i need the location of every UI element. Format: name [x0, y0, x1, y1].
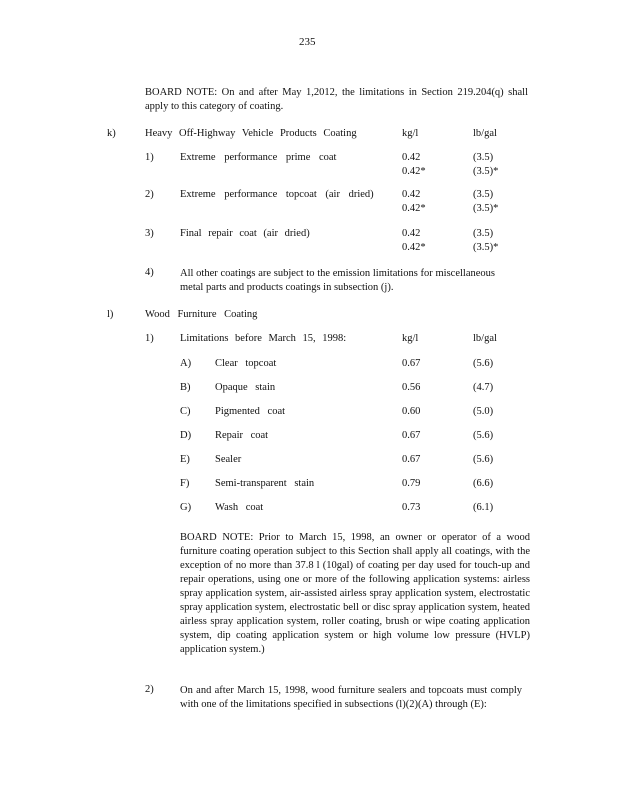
value-kg: 0.42* [402, 242, 426, 253]
row-lb: (5.0) [473, 406, 494, 417]
row-letter: D) [180, 430, 192, 441]
row-name: Sealer [215, 454, 242, 465]
section-k-title: Heavy Off-Highway Vehicle Products Coating [145, 128, 357, 139]
item-text: All other coatings are subject to the emission limitations for miscellaneous metal parts and products coatings in subsection (j). [180, 268, 495, 293]
section-l-label: l) [107, 309, 114, 320]
section-l-title: Wood Furniture Coating [145, 309, 258, 320]
item-number: 1) [145, 152, 154, 163]
row-lb: (6.6) [473, 478, 494, 489]
row-kg: 0.79 [402, 478, 421, 489]
value-lb: (3.5) [473, 152, 494, 163]
row-lb: (5.6) [473, 454, 494, 465]
row-kg: 0.73 [402, 502, 421, 513]
value-kg: 0.42* [402, 166, 426, 177]
row-letter: G) [180, 502, 192, 513]
unit-lb-header: lb/gal [473, 333, 497, 344]
row-name: Pigmented coat [215, 406, 286, 417]
row-name: Repair coat [215, 430, 269, 441]
row-kg: 0.60 [402, 406, 421, 417]
value-lb: (3.5)* [473, 203, 499, 214]
value-kg: 0.42* [402, 203, 426, 214]
row-name: Clear topcoat [215, 358, 277, 369]
row-letter: A) [180, 358, 192, 369]
row-lb: (5.6) [473, 430, 494, 441]
row-lb: (5.6) [473, 358, 494, 369]
value-lb: (3.5)* [473, 242, 499, 253]
row-name: Wash coat [215, 502, 264, 513]
row-kg: 0.56 [402, 382, 421, 393]
value-lb: (3.5) [473, 189, 494, 200]
item-text: Final repair coat (air dried) [180, 228, 310, 239]
board-note-l: BOARD NOTE: Prior to March 15, 1998, an owner or operator of a wood furniture coating operation subject to this Section shall apply all coatings, with the exception of no more than 37.8 l (10gal) of coating per day used for touch-up and repair operations, using one or more of the following application systems: airless spray application system, air-assisted airless spray application system, electrostatic spray application system, electrostatic bell or disc spray application system, heated airless spray application system, roller coating, brush or wipe coating application system, dip coating application system or high volume low pressure (HVLP) application system.) [180, 532, 530, 655]
unit-kg-header: kg/l [402, 128, 419, 139]
row-kg: 0.67 [402, 430, 421, 441]
row-kg: 0.67 [402, 358, 421, 369]
row-name: Semi-transparent stain [215, 478, 315, 489]
item-text: Extreme performance topcoat (air dried) [180, 189, 374, 200]
item-number: 2) [145, 189, 154, 200]
row-kg: 0.67 [402, 454, 421, 465]
item-text: Extreme performance prime coat [180, 152, 337, 163]
row-name: Opaque stain [215, 382, 276, 393]
unit-kg-header: kg/l [402, 333, 419, 344]
row-letter: C) [180, 406, 191, 417]
subsection-number: 1) [145, 333, 154, 344]
value-lb: (3.5)* [473, 166, 499, 177]
value-kg: 0.42 [402, 228, 421, 239]
board-note-k: BOARD NOTE: On and after May 1,2012, the limitations in Section 219.204(q) shall apply to this category of coating. [145, 87, 528, 112]
row-letter: B) [180, 382, 191, 393]
subsection-title: Limitations before March 15, 1998: [180, 333, 347, 344]
value-kg: 0.42 [402, 189, 421, 200]
row-lb: (4.7) [473, 382, 494, 393]
subsection-number: 2) [145, 684, 154, 695]
page-number: 235 [299, 36, 316, 48]
item-number: 4) [145, 267, 154, 278]
value-kg: 0.42 [402, 152, 421, 163]
unit-lb-header: lb/gal [473, 128, 497, 139]
subsection-text: On and after March 15, 1998, wood furniture sealers and topcoats must comply with one of the limitations specified in subsections (l)(2)(A) through (E): [180, 685, 522, 710]
section-k-label: k) [107, 128, 116, 139]
value-lb: (3.5) [473, 228, 494, 239]
row-letter: E) [180, 454, 190, 465]
row-lb: (6.1) [473, 502, 494, 513]
row-letter: F) [180, 478, 190, 489]
item-number: 3) [145, 228, 154, 239]
